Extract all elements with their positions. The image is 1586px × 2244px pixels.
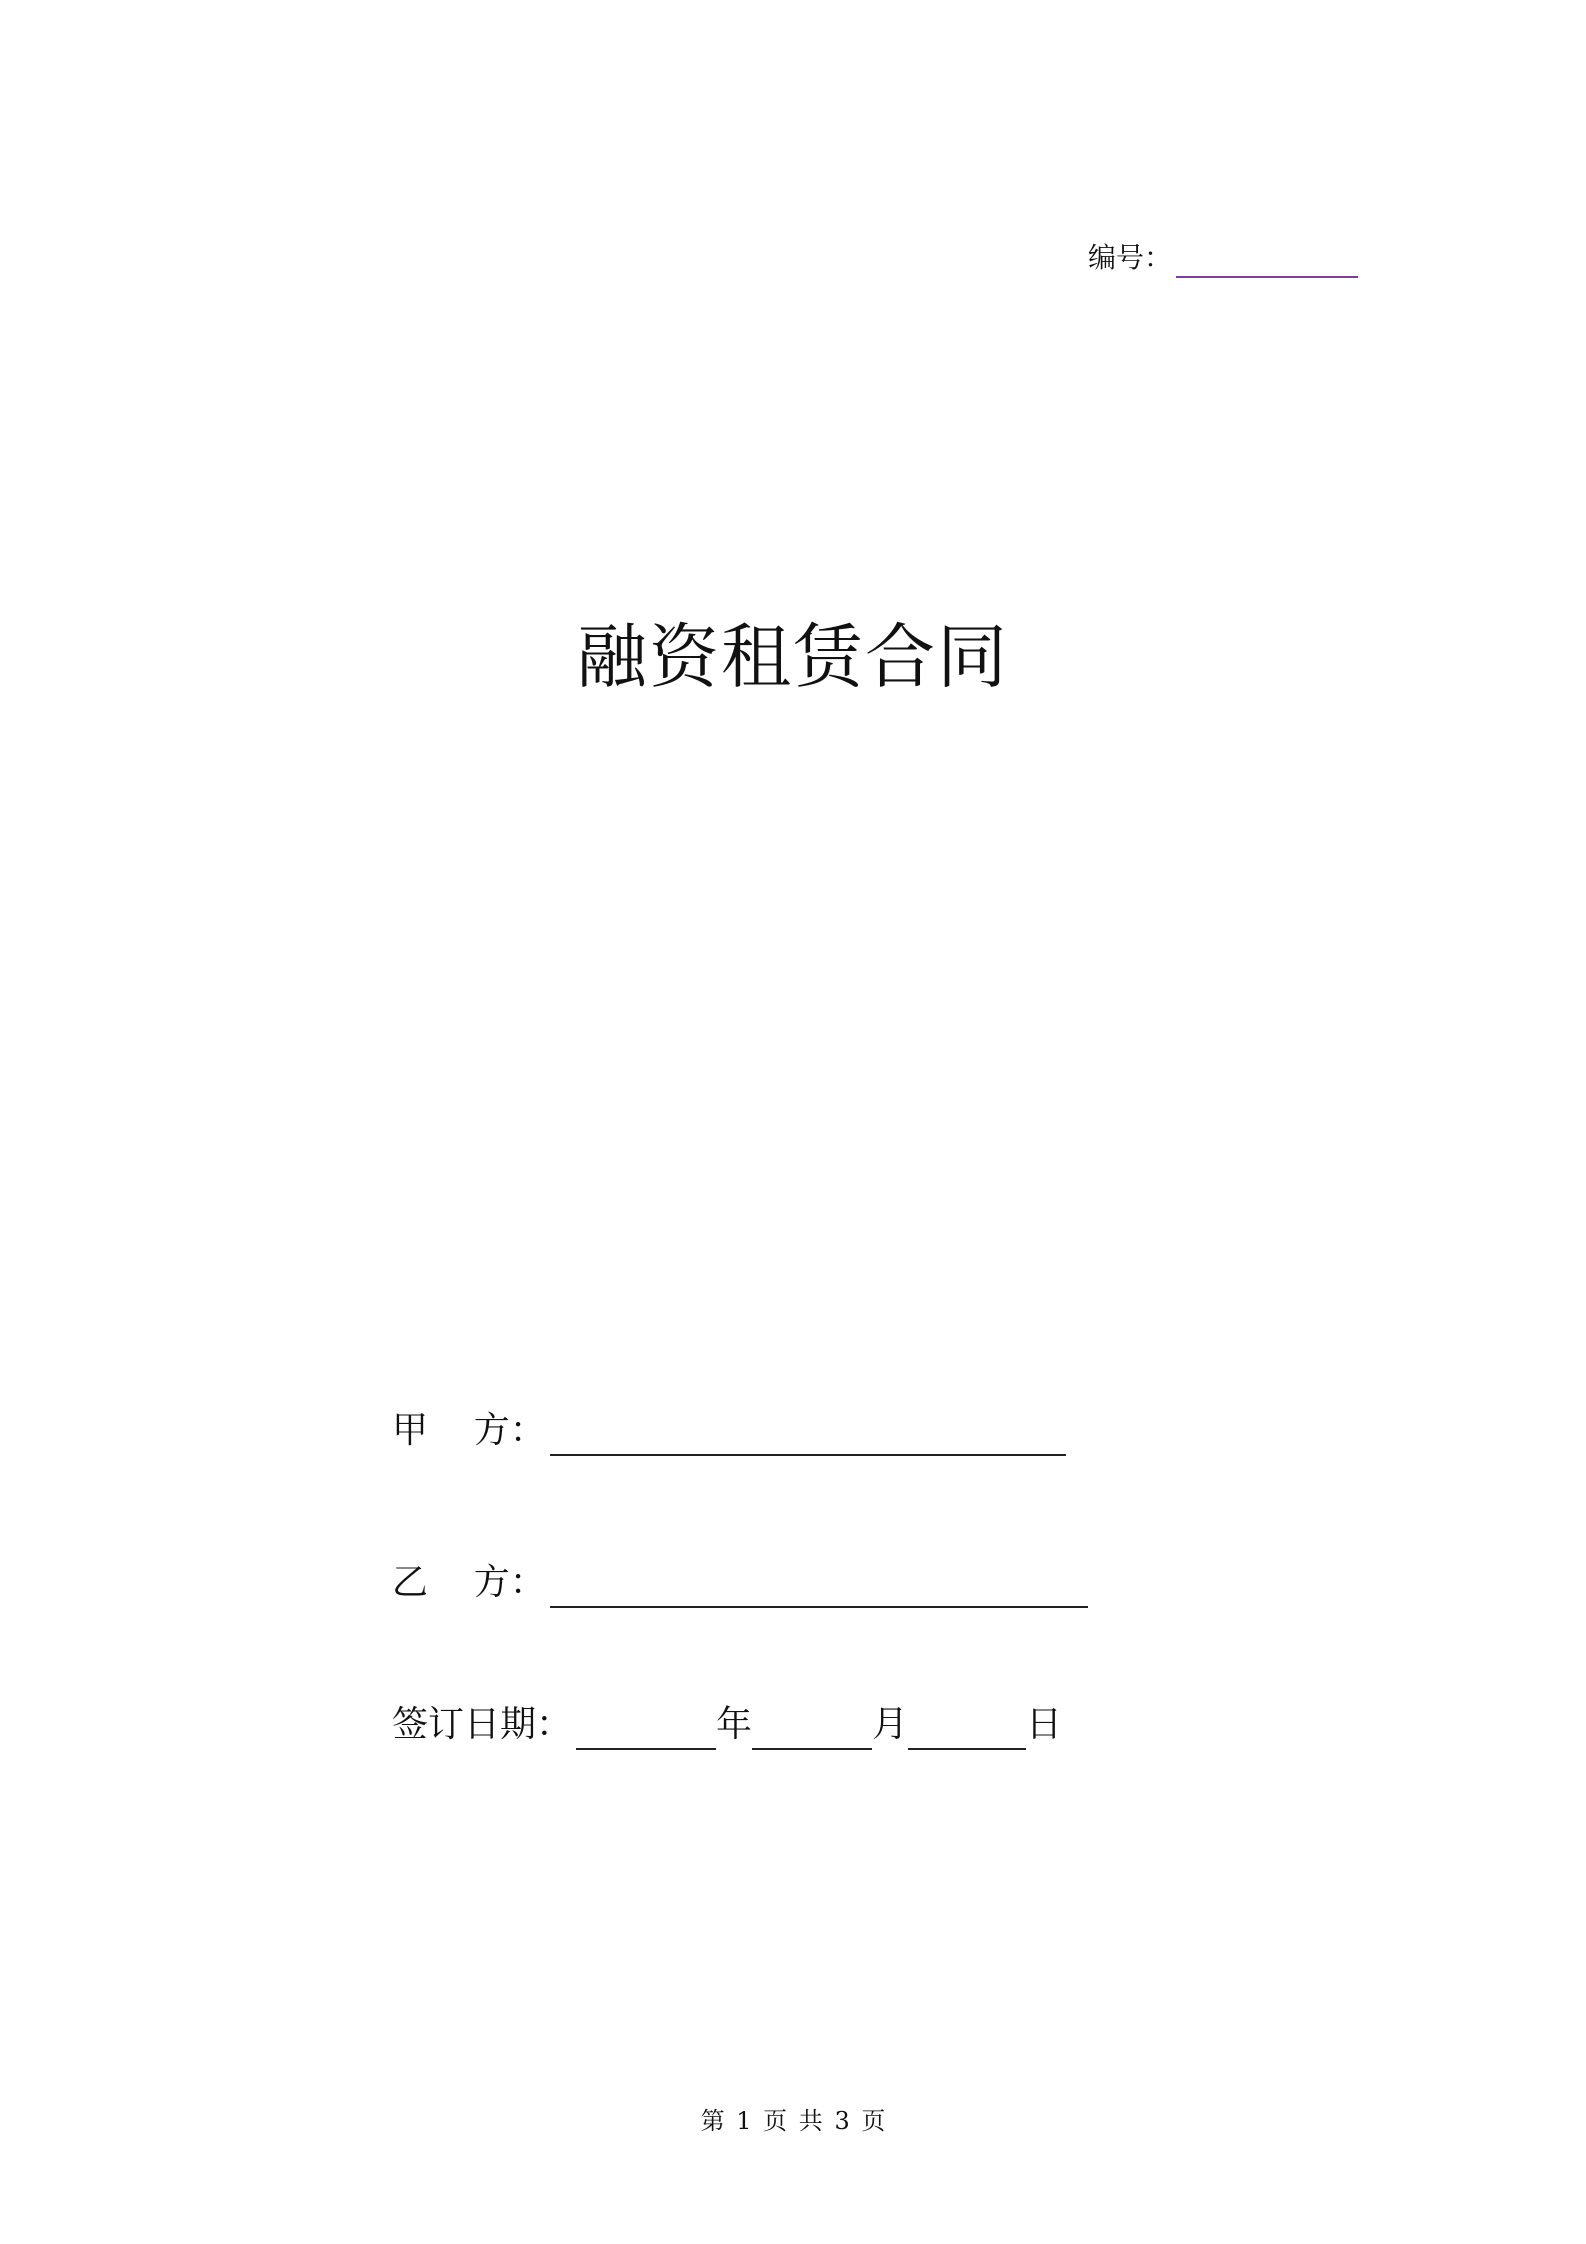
signing-month-blank <box>752 1712 872 1750</box>
signing-day-blank <box>908 1712 1026 1750</box>
signing-year-label: 年 <box>716 1704 753 1745</box>
signing-day-label: 日 <box>1026 1704 1063 1745</box>
party-a-row <box>392 1406 1066 1456</box>
contract-number-label: 编号： <box>1088 241 1173 274</box>
signing-date-row <box>392 1700 1062 1750</box>
signing-month-label: 月 <box>872 1704 909 1745</box>
document-title: 融资租赁合同 <box>577 616 1009 698</box>
signing-date-label: 签订日期： <box>392 1704 573 1745</box>
signing-year-blank <box>576 1712 716 1750</box>
party-b-row <box>392 1558 1088 1608</box>
page-footer: 第 1 页 共 3 页 <box>700 2107 886 2135</box>
party-a-blank <box>550 1418 1066 1456</box>
contract-number-blank <box>1176 246 1358 278</box>
contract-number-row <box>1088 238 1358 278</box>
party-b-blank <box>550 1570 1088 1608</box>
party-a-label: 甲 方： <box>392 1410 546 1451</box>
party-b-label: 乙 方： <box>392 1562 546 1603</box>
